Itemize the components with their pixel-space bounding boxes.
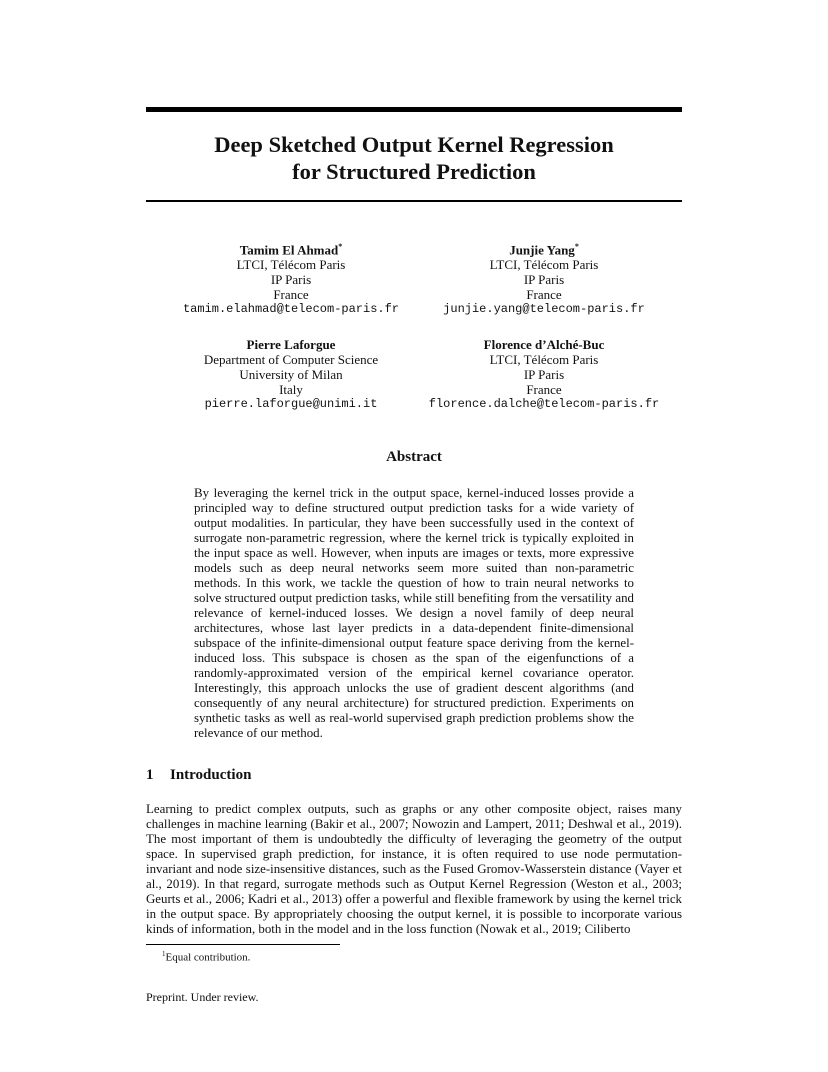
abstract-heading: Abstract [386,449,442,465]
author-block-3 [146,337,436,412]
author-affiliation: France [526,287,562,303]
author-email[interactable]: florence.dalche@telecom-paris.fr [428,397,660,411]
section-number: 1 [146,767,154,783]
author-name: Junjie Yang [509,242,575,258]
author-email[interactable]: tamim.elahmad@telecom-paris.fr [182,302,400,317]
author-affiliation: University of Milan [239,367,343,382]
author-affiliation: LTCI, Télécom Paris [489,257,599,273]
equal-contribution-mark: * [574,242,579,251]
author-affiliation: France [273,287,309,303]
equal-contribution-mark: * [338,242,343,251]
author-name: Florence d’Alché-Buc [483,337,605,352]
author-affiliation: Italy [279,382,303,397]
author-affiliation: France [526,382,562,397]
author-affiliation: IP Paris [523,272,565,288]
footnote [162,950,250,964]
section-heading-introduction [146,767,251,784]
author-block-2 [396,239,692,317]
author-affiliation: IP Paris [270,272,312,288]
paper-title [146,131,682,185]
author-email[interactable]: junjie.yang@telecom-paris.fr [443,302,645,317]
footnote-text: Equal contribution. [165,951,251,964]
section-title: Introduction [170,767,252,783]
author-affiliation: Department of Computer Science [203,352,379,367]
footnote-mark: 1 [162,950,166,958]
author-block-1 [146,239,436,317]
title-bottom-rule [146,200,682,202]
footnote-rule [146,944,340,945]
author-affiliation: IP Paris [523,367,565,382]
preprint-notice: Preprint. Under review. [146,990,259,1004]
author-email[interactable]: pierre.laforgue@unimi.it [204,397,378,411]
title-top-rule [146,107,682,112]
abstract-text: By leveraging the kernel trick in the output space, kernel-induced losses provide a principled way to define structured output prediction tasks for a wide variety of output modalities. In particular, they have been successfully used in the context of surrogate non-parametric regression, where the kernel trick is typically exploited in the input space as well. However, when inputs are images or texts, more expressive models such as deep neural networks seem more suited than non-parametric methods. In this work, we tackle the question of how to train neural networks to solve structured output prediction tasks, while still benefiting from the versatility and relevance of kernel-induced losses. We design a novel family of deep neural architectures, whose last layer predicts in a data-dependent finite-dimensional subspace of the infinite-dimensional output feature space deriving from the kernel-induced loss. This subspace is chosen as the span of the eigenfunctions of a randomly-approximated version of the empirical kernel covariance operator. Interestingly, this approach unlocks the use of gradient descent algorithms (and consequently of any neural architecture) for structured prediction. Experiments on synthetic tasks as well as real-world supervised graph prediction problems show the relevance of our method. [194,486,634,740]
title-line-2: for Structured Prediction [292,159,536,184]
author-affiliation: LTCI, Télécom Paris [236,257,346,273]
introduction-paragraph: Learning to predict complex outputs, such as graphs or any other composite object, raises many challenges in machine learning (Bakir et al., 2007; Nowozin and Lampert, 2011; Deshwal et al., 2019). The most important of them is undoubtedly the difficulty of leveraging the geometry of the output space. In supervised graph prediction, for instance, it is often required to use node permutation-invariant and node size-insensitive distances, such as the Fused Gromov-Wasserstein distance (Vayer et al., 2019). In that regard, surrogate methods such as Output Kernel Regression (Weston et al., 2003; Geurts et al., 2006; Kadri et al., 2013) offer a powerful and flexible framework by using the kernel trick in the output space. By appropriately choosing the output kernel, it is possible to incorporate various kinds of information, both in the model and in the loss function (Nowak et al., 2019; Ciliberto [146,802,682,936]
title-line-1: Deep Sketched Output Kernel Regression [214,132,614,157]
author-block-4 [396,337,692,412]
author-name: Pierre Laforgue [246,337,336,352]
author-affiliation: LTCI, Télécom Paris [489,352,599,367]
author-name: Tamim El Ahmad [239,242,339,258]
